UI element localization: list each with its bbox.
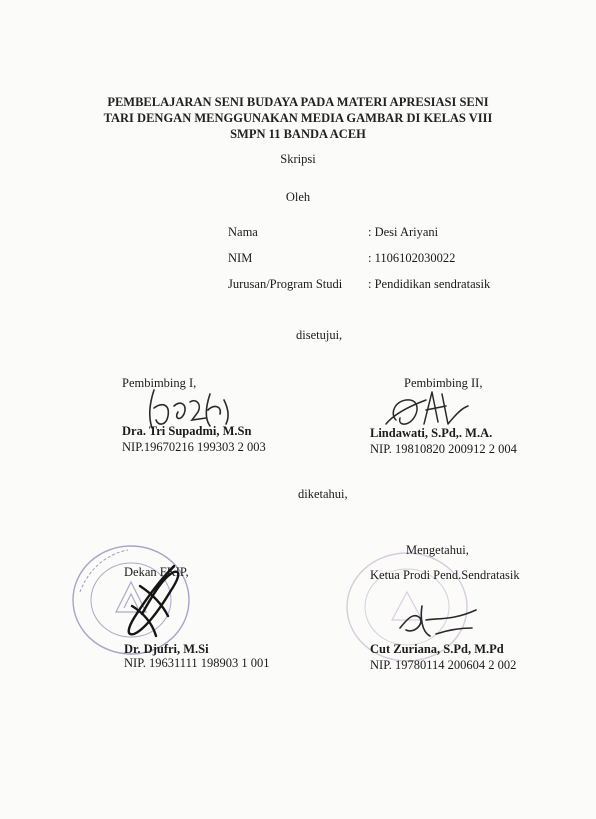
supervisor2-signature-icon bbox=[376, 384, 472, 432]
head-signature-icon bbox=[392, 598, 482, 644]
identity-value-nim: : 1106102030022 bbox=[368, 251, 456, 265]
supervisor2-name: Lindawati, S.Pd,. M.A. bbox=[370, 426, 493, 440]
title-line-2: TARI DENGAN MENGGUNAKAN MEDIA GAMBAR DI KELAS VIII bbox=[103, 111, 493, 125]
identity-value-program: : Pendidikan sendratasik bbox=[368, 277, 491, 291]
title-line-3: SMPN 11 BANDA ACEH bbox=[230, 127, 366, 141]
supervisor1-nip: NIP.19670216 199303 2 003 bbox=[122, 440, 266, 454]
head-role: Ketua Prodi Pend.Sendratasik bbox=[370, 568, 520, 582]
dean-name: Dr. Djufri, M.Si bbox=[124, 642, 209, 656]
identity-label-nim: NIM bbox=[228, 251, 253, 265]
approved-label: disetujui, bbox=[296, 328, 343, 342]
head-pre: Mengetahui, bbox=[406, 543, 469, 557]
acknowledged-label: diketahui, bbox=[298, 487, 348, 501]
dean-role: Dekan FKIP, bbox=[124, 565, 189, 579]
identity-label-name: Nama bbox=[228, 225, 258, 239]
title-line-1: PEMBELAJARAN SENI BUDAYA PADA MATERI APRESIASI SENI bbox=[107, 95, 489, 109]
document-type: Skripsi bbox=[280, 152, 316, 166]
supervisor2-nip: NIP. 19810820 200912 2 004 bbox=[370, 442, 517, 456]
supervisor2-role: Pembimbing II, bbox=[404, 376, 483, 390]
head-nip: NIP. 19780114 200604 2 002 bbox=[370, 658, 517, 672]
document-title bbox=[60, 94, 536, 142]
author-by: Oleh bbox=[285, 190, 311, 204]
identity-label-program: Jurusan/Program Studi bbox=[228, 277, 343, 291]
supervisor1-name: Dra. Tri Supadmi, M.Sn bbox=[122, 424, 252, 438]
identity-value-name: : Desi Ariyani bbox=[368, 225, 439, 239]
supervisor1-role: Pembimbing I, bbox=[122, 376, 197, 390]
head-name: Cut Zuriana, S.Pd, M.Pd bbox=[370, 642, 504, 656]
dean-nip: NIP. 19631111 198903 1 001 bbox=[124, 656, 270, 670]
